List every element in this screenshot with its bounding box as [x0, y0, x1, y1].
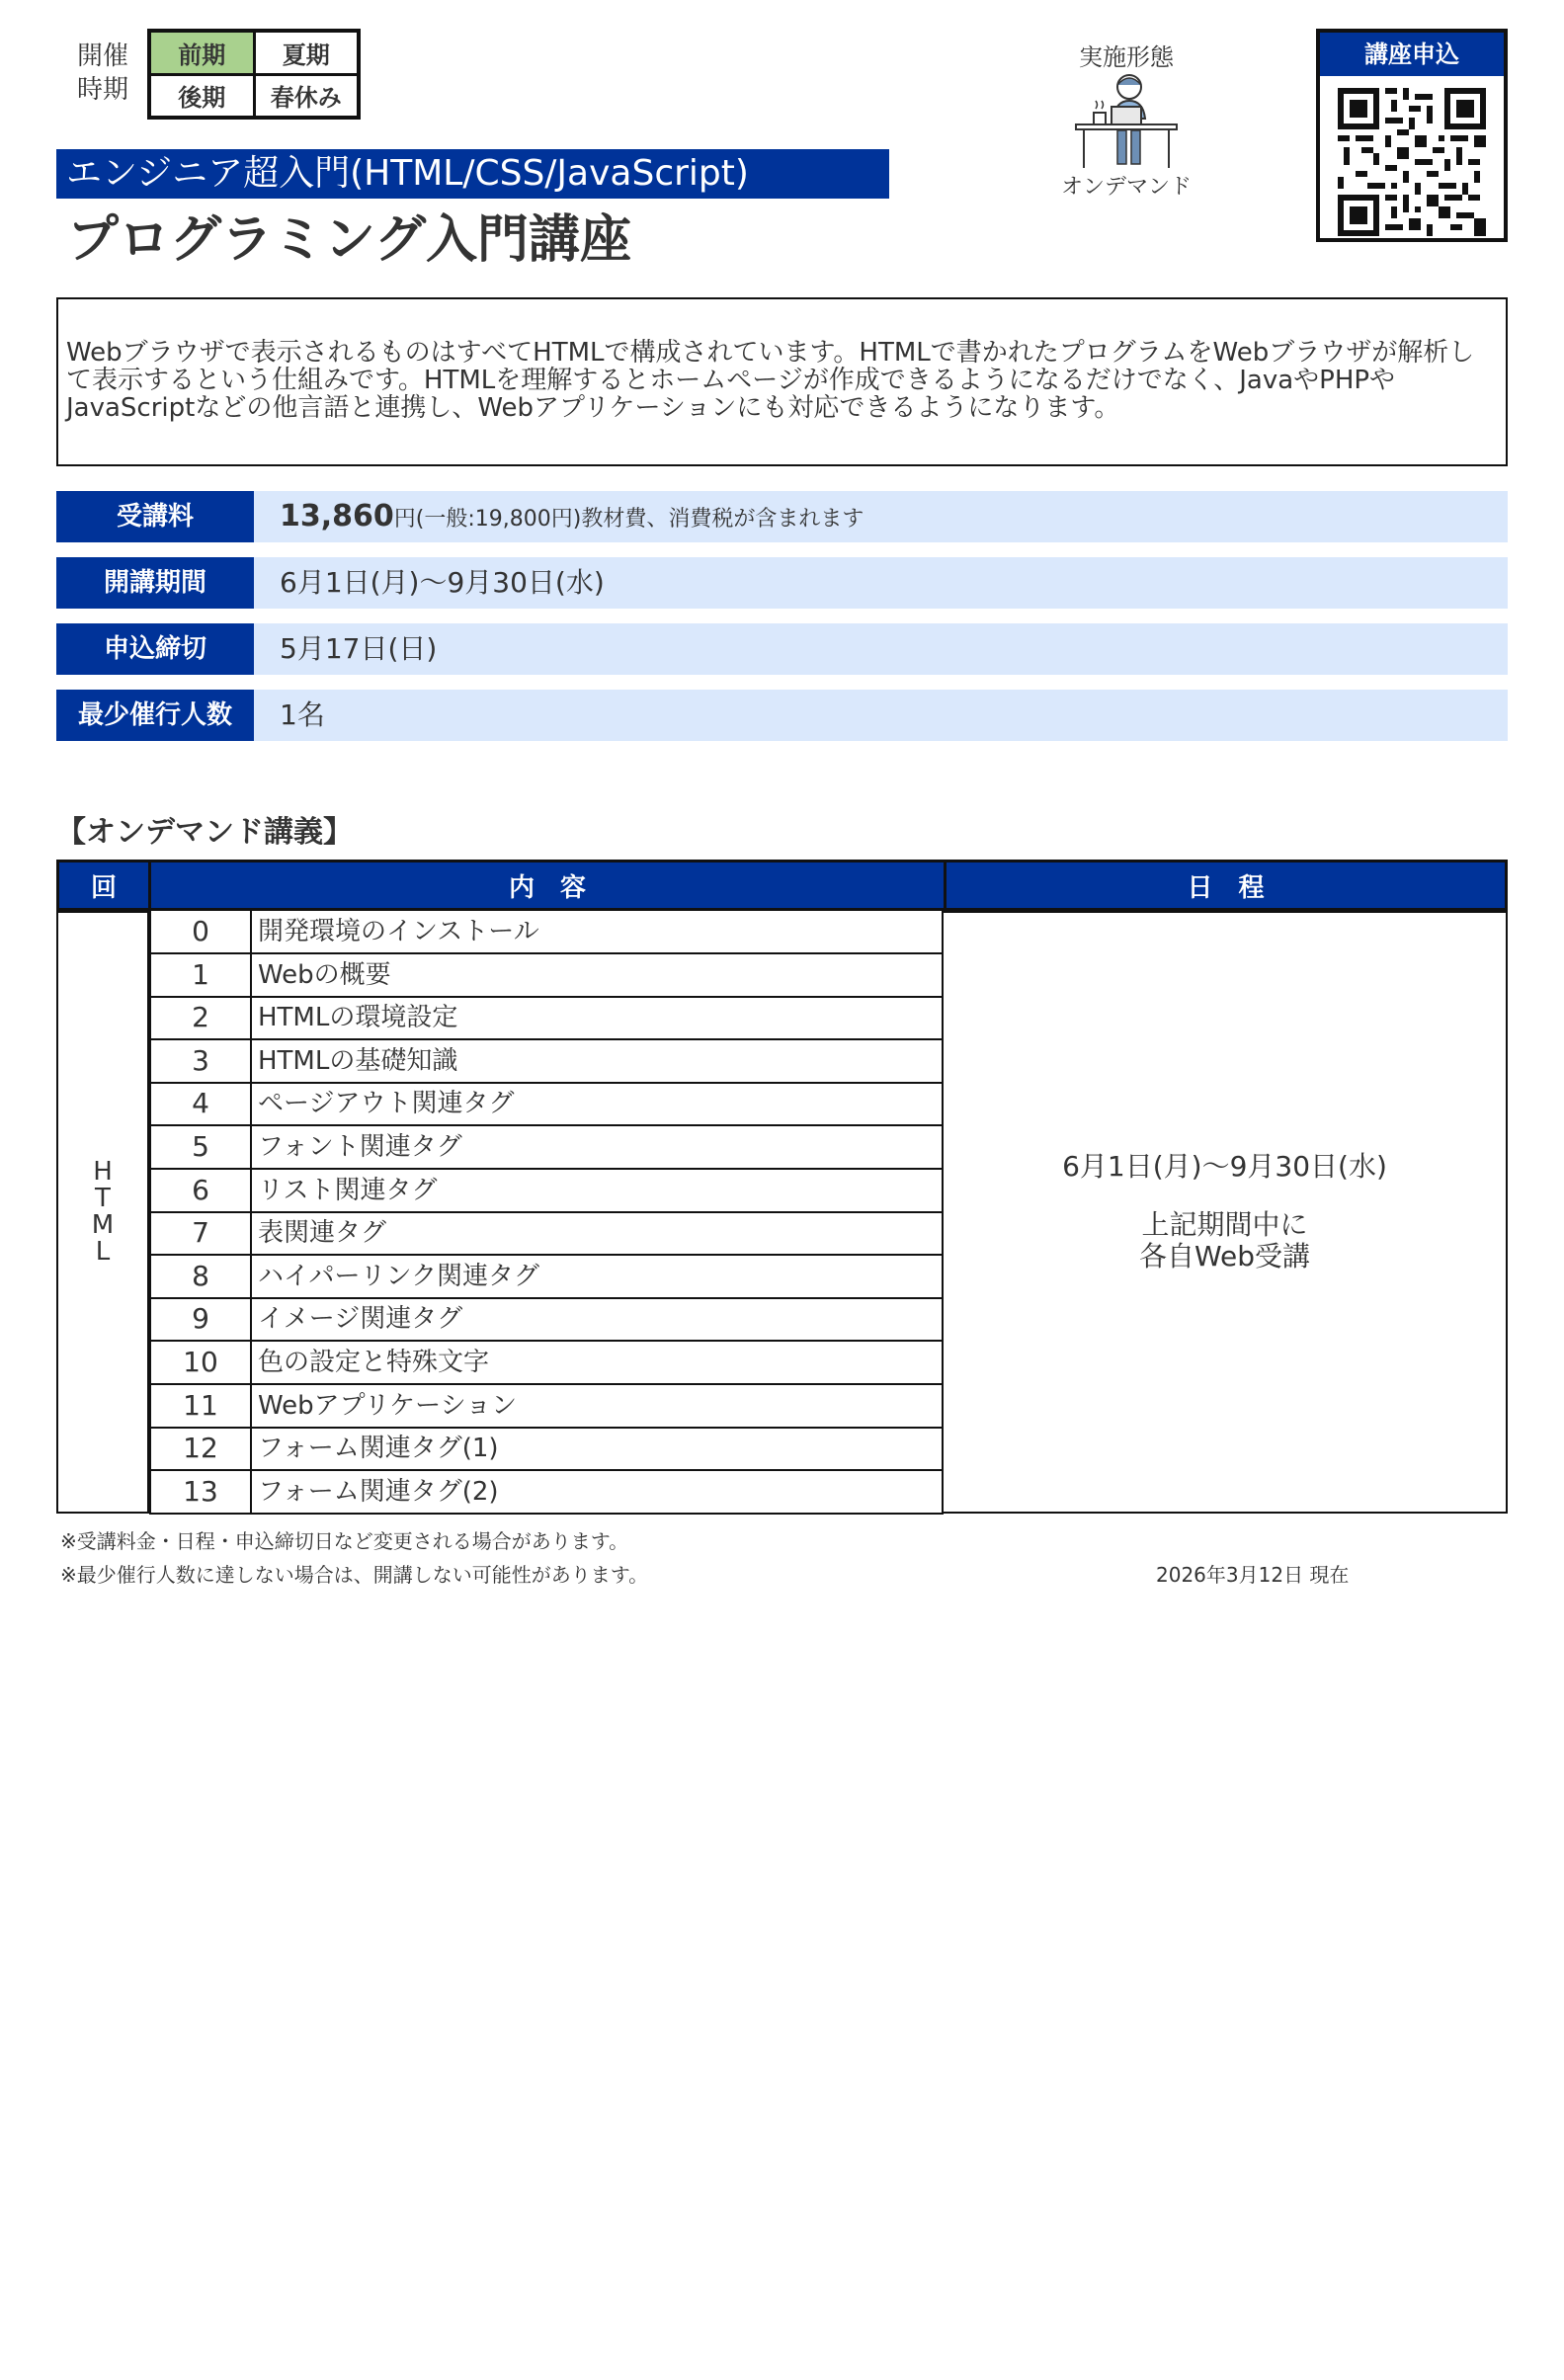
- qr-code-icon[interactable]: [1338, 88, 1486, 236]
- term-label: 開催 時期: [76, 41, 128, 105]
- schedule-date: 6月1日(月)～9月30日(水): [1062, 1150, 1387, 1183]
- table-row: [149, 911, 944, 954]
- fee-detail: 円(一般:19,800円)教材費、消費税が含まれます: [393, 507, 864, 532]
- course-subtitle: エンジニア超入門(HTML/CSS/JavaScript): [56, 149, 889, 199]
- row-number: 7: [149, 1212, 252, 1254]
- apply-qr-box[interactable]: [1316, 29, 1508, 242]
- deadline-label: 申込締切: [56, 623, 254, 675]
- row-number: 10: [149, 1342, 252, 1383]
- row-content: 色の設定と特殊文字: [252, 1342, 944, 1383]
- info-row-minimum: [56, 690, 1508, 741]
- course-description: Webブラウザで表示されるものはすべてHTMLで構成されています。HTMLで書かれたプログラムをWebブラウザが解析して表示するという仕組みです。HTMLを理解するとホームページが作成できるようになるだけでなく、JavaやPHPやJavaScriptなどの他言語と連携し、Webアプリケーションにも対応できるようになります。: [56, 297, 1508, 466]
- row-number: 0: [149, 911, 252, 952]
- person-at-laptop-icon: [1072, 71, 1181, 170]
- table-row: [149, 1256, 944, 1299]
- table-row: [149, 1428, 944, 1471]
- row-content: 開発環境のインストール: [252, 911, 944, 952]
- row-number: 4: [149, 1083, 252, 1124]
- category-cell: [56, 911, 149, 1514]
- row-number: 12: [149, 1428, 252, 1469]
- info-row-fee: [56, 491, 1508, 542]
- row-number: 5: [149, 1126, 252, 1168]
- term-cell-spring: 春休み: [256, 76, 358, 117]
- apply-label: 講座申込: [1320, 33, 1504, 76]
- row-content: 表関連タグ: [252, 1212, 944, 1254]
- schedule-note: 上記期間中に 各自Web受講: [1138, 1208, 1311, 1272]
- row-content: HTMLの環境設定: [252, 997, 944, 1038]
- row-number: 2: [149, 997, 252, 1038]
- table-row: [149, 997, 944, 1040]
- row-content: イメージ関連タグ: [252, 1298, 944, 1340]
- fee-amount: 13,860: [280, 499, 394, 533]
- delivery-label: 実施形態: [1079, 43, 1174, 71]
- deadline-value: 5月17日(日): [254, 623, 1508, 675]
- table-row: [149, 1342, 944, 1385]
- row-number: 11: [149, 1385, 252, 1427]
- row-number: 6: [149, 1170, 252, 1211]
- table-row: [149, 1385, 944, 1429]
- term-cell-first: 前期: [151, 33, 253, 73]
- table-row: [149, 1471, 944, 1515]
- minimum-value: 1名: [254, 690, 1508, 741]
- header-round: 回: [56, 860, 151, 911]
- table-row: [149, 1212, 944, 1256]
- period-value: 6月1日(月)～9月30日(水): [254, 557, 1508, 609]
- row-number: 3: [149, 1040, 252, 1082]
- category-label: HTML: [91, 1157, 115, 1267]
- row-number: 9: [149, 1298, 252, 1340]
- info-row-deadline: [56, 623, 1508, 675]
- table-row: [149, 1298, 944, 1342]
- fee-value: [254, 491, 1508, 542]
- header-schedule: 日 程: [944, 860, 1508, 911]
- section-title: 【オンデマンド講義】: [56, 815, 353, 850]
- row-content: ページアウト関連タグ: [252, 1083, 944, 1124]
- fee-label: 受講料: [56, 491, 254, 542]
- note-minimum: ※最少催行人数に達しない場合は、開講しない可能性があります。: [60, 1563, 649, 1587]
- row-content: フォント関連タグ: [252, 1126, 944, 1168]
- delivery-value: オンデマンド: [1060, 175, 1192, 200]
- row-number: 8: [149, 1256, 252, 1297]
- table-body: [56, 911, 1508, 2380]
- table-row: [149, 1126, 944, 1170]
- row-number: 1: [149, 954, 252, 996]
- header-content: 内 容: [148, 860, 947, 911]
- term-cell-second: 後期: [151, 76, 253, 117]
- row-content: Webアプリケーション: [252, 1385, 944, 1427]
- row-content: フォーム関連タグ(2): [252, 1471, 944, 1513]
- row-content: リスト関連タグ: [252, 1170, 944, 1211]
- row-content: フォーム関連タグ(1): [252, 1428, 944, 1469]
- term-grid: [147, 29, 361, 120]
- as-of-date: 2026年3月12日 現在: [1156, 1563, 1350, 1587]
- row-content: Webの概要: [252, 954, 944, 996]
- minimum-label: 最少催行人数: [56, 690, 254, 741]
- table-row: [149, 954, 944, 998]
- row-number: 13: [149, 1471, 252, 1513]
- row-content: ハイパーリンク関連タグ: [252, 1256, 944, 1297]
- period-label: 開講期間: [56, 557, 254, 609]
- info-row-period: [56, 557, 1508, 609]
- table-row: [149, 1040, 944, 1084]
- row-content: HTMLの基礎知識: [252, 1040, 944, 1082]
- table-row: [149, 1083, 944, 1126]
- page-title: プログラミング入門講座: [67, 210, 631, 270]
- schedule-cell: [944, 911, 1508, 1514]
- note-change: ※受講料金・日程・申込締切日など変更される場合があります。: [60, 1529, 629, 1553]
- table-row: [149, 1170, 944, 1213]
- term-cell-summer: 夏期: [256, 33, 358, 73]
